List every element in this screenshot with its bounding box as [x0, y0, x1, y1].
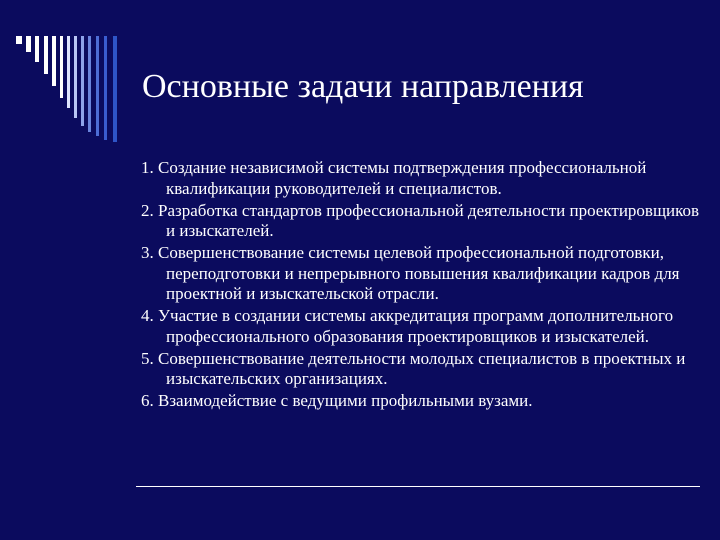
stripe-2 [26, 36, 31, 52]
task-item: 1. Создание независимой системы подтверждения профессиональной квалификации руководителей и специалистов. [141, 158, 647, 198]
stripe-7 [67, 36, 70, 108]
slide-title: Основные задачи направления [142, 68, 584, 105]
decorative-stripes [0, 0, 140, 150]
stripe-6 [60, 36, 63, 98]
stripe-3 [35, 36, 39, 62]
stripe-5 [52, 36, 56, 86]
stripe-9 [81, 36, 84, 126]
stripe-1 [16, 36, 22, 44]
task-list [141, 158, 701, 413]
task-item: 5. Совершенствование деятельности молодых специалистов в проектных и изыскательских организациях. [141, 348, 686, 388]
task-item: 4. Участие в создании системы аккредитация программ дополнительного профессионального образования проектировщиков и изыскателей. [141, 306, 674, 346]
stripe-11 [96, 36, 99, 136]
bottom-divider [136, 486, 700, 487]
task-item: 6. Взаимодействие с ведущими профильными вузами. [141, 391, 533, 410]
stripe-12 [104, 36, 107, 140]
task-item: 3. Совершенствование системы целевой профессиональной подготовки, переподготовки и непрерывного повышения квалификации кадров для проектной и изыскательской отрасли. [141, 243, 680, 303]
stripe-8 [74, 36, 77, 118]
stripe-13 [113, 36, 117, 142]
task-item: 2. Разработка стандартов профессиональной деятельности проектировщиков и изыскателей. [141, 200, 700, 240]
stripe-4 [44, 36, 48, 74]
stripe-10 [88, 36, 91, 132]
